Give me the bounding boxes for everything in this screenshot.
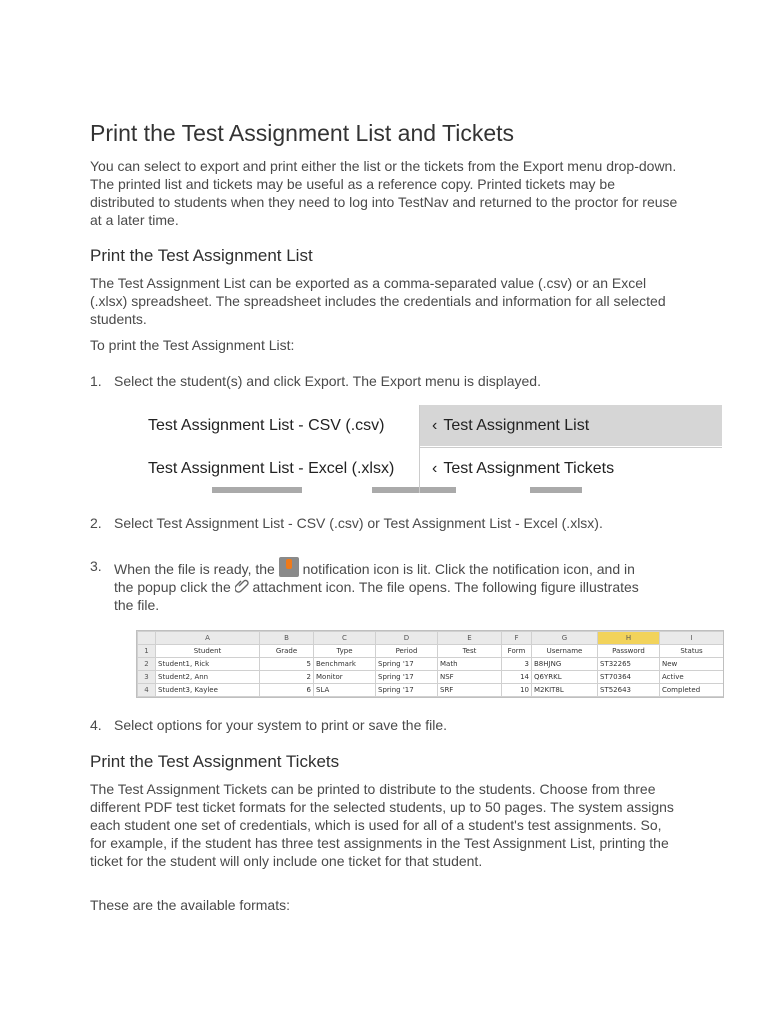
test-cell: Math <box>438 658 502 671</box>
step-3 <box>90 557 644 614</box>
grade-cell: 6 <box>260 684 314 697</box>
period-cell: Spring '17 <box>376 658 438 671</box>
column-letter: C <box>314 632 376 645</box>
student-cell: Student2, Ann <box>156 671 260 684</box>
type-cell: SLA <box>314 684 376 697</box>
table-row <box>138 658 724 671</box>
period-cell: Spring '17 <box>376 684 438 697</box>
username-cell: B8HJNG <box>532 658 598 671</box>
column-letter: I <box>660 632 724 645</box>
period-cell: Spring '17 <box>376 671 438 684</box>
header-cell: Status <box>660 645 724 658</box>
step-2 <box>90 514 674 532</box>
step-3-text-b: notification icon is lit. Click the notification icon, and in the popup click the <box>114 561 635 595</box>
page-title: Print the Test Assignment List and Tickets <box>90 120 515 146</box>
step-number: 4. <box>90 717 102 733</box>
header-cell: Username <box>532 645 598 658</box>
header-cell: Form <box>502 645 532 658</box>
attachment-icon <box>235 578 249 594</box>
column-letter-highlighted: H <box>598 632 660 645</box>
chevron-left-icon: ‹ <box>432 417 438 434</box>
tickets-lead: These are the available formats: <box>90 897 290 913</box>
test-cell: NSF <box>438 671 502 684</box>
menu-item-label: Test Assignment List <box>443 417 590 434</box>
header-row <box>138 645 724 658</box>
notification-icon <box>279 557 299 577</box>
spreadsheet-screenshot <box>136 630 724 698</box>
type-cell: Benchmark <box>314 658 376 671</box>
cropped-text-fragment <box>212 487 302 493</box>
column-letter: A <box>156 632 260 645</box>
status-cell: New <box>660 658 724 671</box>
username-cell: M2KIT8L <box>532 684 598 697</box>
header-cell: Test <box>438 645 502 658</box>
export-submenu <box>419 405 722 493</box>
header-cell: Student <box>156 645 260 658</box>
header-cell: Period <box>376 645 438 658</box>
column-letter: B <box>260 632 314 645</box>
menu-item-test-assignment-tickets[interactable] <box>420 447 722 488</box>
tickets-description: The Test Assignment Tickets can be printed to distribute to the students. Choose from three different PDF test ticket formats for the selected students, up to 50 pages. The system assigns each student one set of credentials, which is used for all of a student's test assignments. So, for example, if the student has three test assignments in the Test Assignment List, printing the ticket for the student will only include one ticket for that student. <box>90 781 674 869</box>
column-letters-row <box>138 632 724 645</box>
step-number: 1. <box>90 373 102 389</box>
column-letter: E <box>438 632 502 645</box>
password-cell: ST52643 <box>598 684 660 697</box>
header-cell: Grade <box>260 645 314 658</box>
row-number: 4 <box>138 684 156 697</box>
step-1-text: Select the student(s) and click Export. The Export menu is displayed. <box>114 373 541 389</box>
step-4 <box>90 716 674 734</box>
form-cell: 14 <box>502 671 532 684</box>
step-1 <box>90 372 674 390</box>
password-cell: ST32265 <box>598 658 660 671</box>
grade-cell: 5 <box>260 658 314 671</box>
list-lead: To print the Test Assignment List: <box>90 337 295 353</box>
password-cell: ST70364 <box>598 671 660 684</box>
username-cell: Q6YRKL <box>532 671 598 684</box>
header-cell: Password <box>598 645 660 658</box>
test-cell: SRF <box>438 684 502 697</box>
table-row <box>138 671 724 684</box>
step-3-text-c: attachment icon. The file opens. The following figure illustrates the file. <box>114 579 639 613</box>
step-number: 2. <box>90 515 102 531</box>
row-number: 3 <box>138 671 156 684</box>
column-letter: D <box>376 632 438 645</box>
step-4-text: Select options for your system to print or save the file. <box>114 717 448 733</box>
section-heading-list: Print the Test Assignment List <box>90 246 313 265</box>
row-number: 1 <box>138 645 156 658</box>
form-cell: 10 <box>502 684 532 697</box>
column-letter: F <box>502 632 532 645</box>
step-number: 3. <box>90 558 102 574</box>
row-number: 2 <box>138 658 156 671</box>
header-cell: Type <box>314 645 376 658</box>
table-row <box>138 684 724 697</box>
form-cell: 3 <box>502 658 532 671</box>
menu-item-label: Test Assignment Tickets <box>443 460 615 477</box>
status-cell: Completed <box>660 684 724 697</box>
chevron-left-icon: ‹ <box>432 460 438 477</box>
menu-item-list-csv[interactable]: Test Assignment List - CSV (.csv) <box>148 417 385 434</box>
column-letter: G <box>532 632 598 645</box>
spreadsheet-table <box>137 631 724 697</box>
export-menu-screenshot <box>136 405 722 493</box>
menu-item-list-xlsx[interactable]: Test Assignment List - Excel (.xlsx) <box>148 460 395 477</box>
menu-item-test-assignment-list[interactable] <box>420 405 722 446</box>
status-cell: Active <box>660 671 724 684</box>
grade-cell: 2 <box>260 671 314 684</box>
type-cell: Monitor <box>314 671 376 684</box>
step-3-text-a: When the file is ready, the <box>114 561 275 577</box>
column-letter <box>138 632 156 645</box>
section-heading-tickets: Print the Test Assignment Tickets <box>90 752 340 771</box>
step-2-text: Select Test Assignment List - CSV (.csv) or Test Assignment List - Excel (.xlsx). <box>114 515 603 531</box>
list-description: The Test Assignment List can be exported as a comma-separated value (.csv) or an Excel (.xlsx) spreadsheet. The spreadsheet includes the credentials and information for all selected students. <box>90 275 666 327</box>
student-cell: Student3, Kaylee <box>156 684 260 697</box>
student-cell: Student1, Rick <box>156 658 260 671</box>
intro-paragraph: You can select to export and print either the list or the tickets from the Export menu drop-down. The printed list and tickets may be useful as a reference copy. Printed tickets may be distributed to students when they need to log into TestNav and returned to the proctor for reuse at a later time. <box>90 158 678 228</box>
